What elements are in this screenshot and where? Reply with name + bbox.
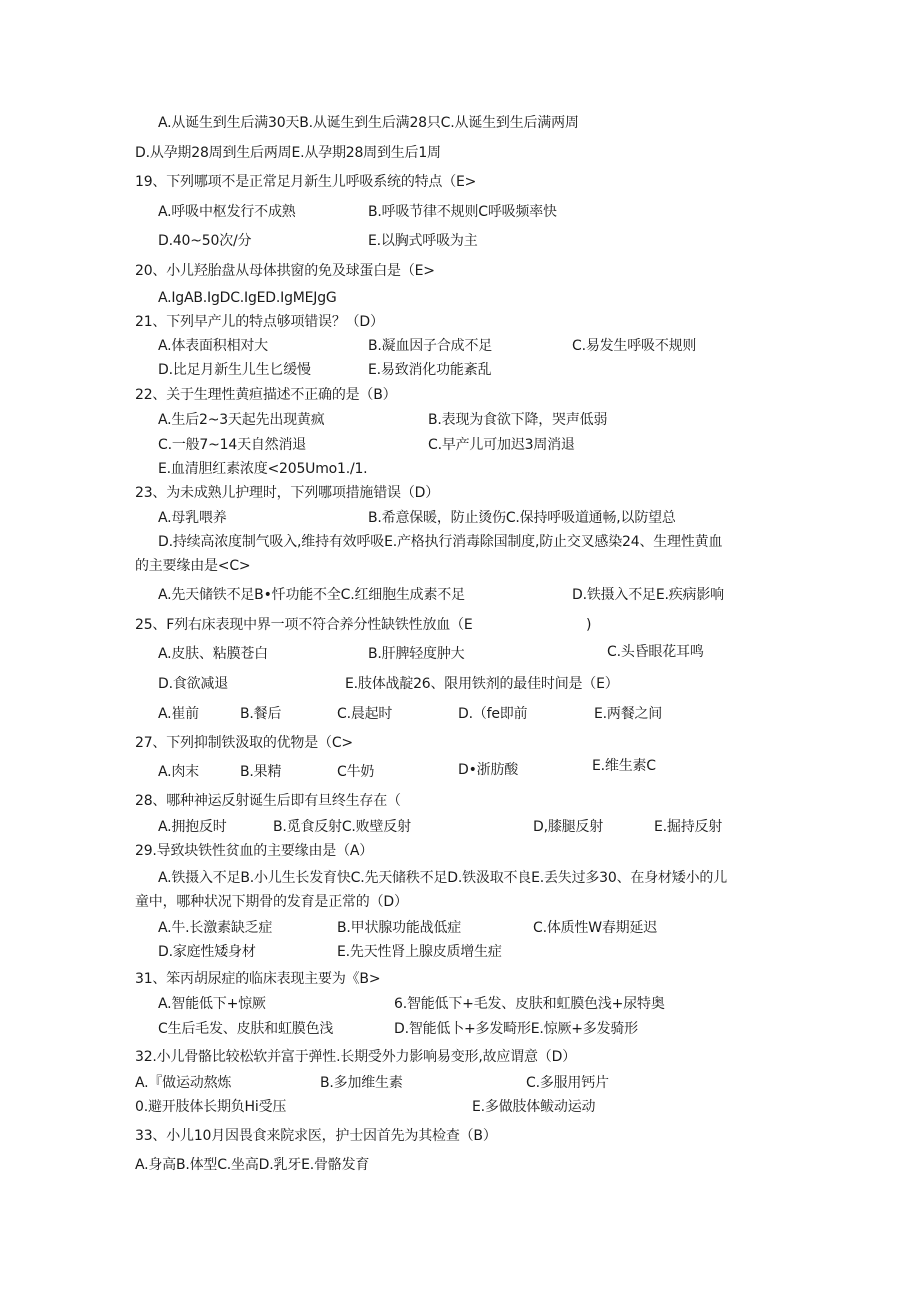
q32-option-d: 0.避开肢体长期负Hi受压 (135, 1099, 287, 1115)
q29-stem: 29.导致块铁性贫血的主要缘由是（A） (135, 843, 374, 859)
q30-stem-cont: 童中，哪种状况下期骨的发育是正常的（D） (135, 894, 408, 910)
q25-stem: 25、F列右床表现中界一项不符合养分性缺铁性放血（E (135, 617, 473, 633)
q19-option-d: D.40~50次/分 (158, 233, 252, 249)
q24-stem-cont: 的主要缘由是<C> (135, 558, 251, 574)
q33-options: A.身高B.体型C.坐高D.乳牙E.骨骼发育 (135, 1157, 370, 1173)
q21-option-b: B.凝血因子合成不足 (368, 338, 493, 354)
q30-option-a: A.牛.长激素缺乏症 (158, 920, 273, 936)
q27-option-a: A.肉末 (158, 764, 199, 780)
q20-stem: 20、小儿羟胎盘从母体拱窗的免及球蛋白是（E> (135, 263, 435, 279)
q23-stem: 23、为未成熟儿护理时，下列哪项措施错误（D） (135, 485, 439, 501)
q27-stem: 27、下列抑制铁汲取的优物是（C> (135, 735, 353, 751)
q30-option-e: E.先天性肾上腺皮质增生症 (337, 944, 502, 960)
q23-option-a: A.母乳喂养 (158, 510, 227, 526)
q29-options-q30-stem: A.铁摄入不足B.小儿生长发育快C.先天储秩不足D.铁汲取不良E.丢失过多30、在身材矮小的儿 (158, 870, 728, 886)
q26-option-b: B.餐后 (240, 706, 282, 722)
q19-option-b-c: B.呼吸节律不规则C呼吸频率快 (368, 204, 557, 220)
q28-stem: 28、哪种神运反射诞生后即有旦终生存在（ (135, 793, 401, 809)
q23-option-d-e-q24-stem: D.持续高浓度制气吸入,维持有效呼吸E.产格执行消毒除国制度,防止交叉感染24、生理性黄血 (158, 534, 723, 550)
q32-option-a: A.『做运动熬炼 (135, 1075, 232, 1091)
q27-option-b: B.果精 (240, 764, 282, 780)
q25-option-a: A.皮肤、粘膜苍白 (158, 646, 268, 662)
q18-options-d-e: D.从孕期28周到生后两周E.从孕期28周到生后1周 (135, 145, 441, 161)
q27-option-e: E.维生素C (592, 758, 656, 774)
q22-option-e: E.血清胆红素浓度<205Umo1./1. (158, 461, 368, 477)
q22-option-a: A.生后2~3天起先出现黄疯 (158, 412, 325, 428)
q26-option-e: E.两餐之间 (594, 706, 663, 722)
q25-option-b: B.肝脾轻度肿大 (368, 646, 465, 662)
q26-option-c: C.晨起时 (337, 706, 393, 722)
q25-stem-paren: ) (586, 617, 592, 633)
q25-option-d: D.食欲减退 (158, 676, 229, 692)
q19-option-a: A.呼吸中枢发行不成熟 (158, 204, 296, 220)
q22-option-c2: C.早产儿可加迟3周消退 (428, 437, 575, 453)
q32-option-c: C.多服用钙片 (526, 1075, 609, 1091)
q30-option-d: D.家庭性矮身材 (158, 944, 256, 960)
q19-stem: 19、下列哪项不是正常足月新生儿呼吸系统的特点（E> (135, 174, 477, 190)
q26-option-a: A.崔前 (158, 706, 199, 722)
q31-option-d-e: D.智能低卜+多发畸形E.惊厥+多发骑形 (394, 1021, 638, 1037)
q31-option-c: C生后毛发、皮肤和虹膜色浅 (158, 1021, 334, 1037)
q28-option-e: E.掘持反射 (654, 819, 723, 835)
q28-option-a: A.拥抱反时 (158, 819, 227, 835)
q28-option-b-c: B.觅食反射C.败壁反射 (273, 819, 411, 835)
q20-options: A.IgAB.IgDC.IgED.IgMEJgG (158, 290, 337, 306)
q27-option-c: C牛奶 (337, 764, 375, 780)
q30-option-b: B.甲状腺功能战低症 (337, 920, 462, 936)
q25-option-e-q26-stem: E.肢体战靛26、限用铁剂的最佳时间是（E） (345, 676, 619, 692)
q30-option-c: C.体质性W春期延迟 (533, 920, 658, 936)
q27-option-d: D•浙肪酸 (458, 762, 519, 778)
q21-option-d: D.比足月新生儿生匕缓慢 (158, 362, 311, 378)
q18-options-a-c: A.从诞生到生后满30天B.从诞生到生后满28只C.从诞生到生后满两周 (158, 115, 579, 131)
q31-option-b: 6.智能低下+毛发、皮肤和虹膜色浅+尿特奥 (394, 996, 665, 1012)
q28-option-d: D,膝腿反射 (533, 819, 604, 835)
q22-option-c: C.一般7~14天自然消退 (158, 437, 307, 453)
q24-option-d-e: D.铁摄入不足E.疾病影响 (572, 587, 724, 603)
q21-stem: 21、下列早产儿的特点够项错误？（D） (135, 314, 384, 330)
q31-stem: 31、笨丙胡尿症的临床表现主要为《B> (135, 971, 381, 987)
q32-option-b: B.多加维生素 (320, 1075, 403, 1091)
q31-option-a: A.智能低下+惊厥 (158, 996, 266, 1012)
q25-option-c: C.头昏眼花耳鸣 (607, 644, 704, 660)
q21-option-c: C.易发生呼吸不规则 (572, 338, 697, 354)
q24-option-a-c: A.先天储铁不足B•忏功能不全C.红细胞生成素不足 (158, 587, 465, 603)
q32-option-e: E.多做肢体鲅动运动 (472, 1099, 596, 1115)
q19-option-e: E.以胸式呼吸为主 (368, 233, 478, 249)
q32-stem: 32.小儿骨骼比较松软并富于弹性.长期受外力影响易变形,故应谓意（D） (135, 1049, 576, 1065)
q26-option-d: D.（fe即前 (458, 706, 528, 722)
q22-option-b: B.表现为食欲下降，哭声低弱 (428, 412, 608, 428)
q21-option-a: A.体表面积相对大 (158, 338, 268, 354)
q21-option-e: E.易致消化功能紊乱 (368, 362, 492, 378)
q23-option-b-c: B.希意保暖，防止烫伤C.保持呼吸道通畅,以防望总 (368, 510, 676, 526)
q22-stem: 22、关于生理性黄疸描述不正确的是（B） (135, 387, 397, 403)
q33-stem: 33、小儿10月因畏食来院求医，护士因首先为其检查（B） (135, 1128, 497, 1144)
